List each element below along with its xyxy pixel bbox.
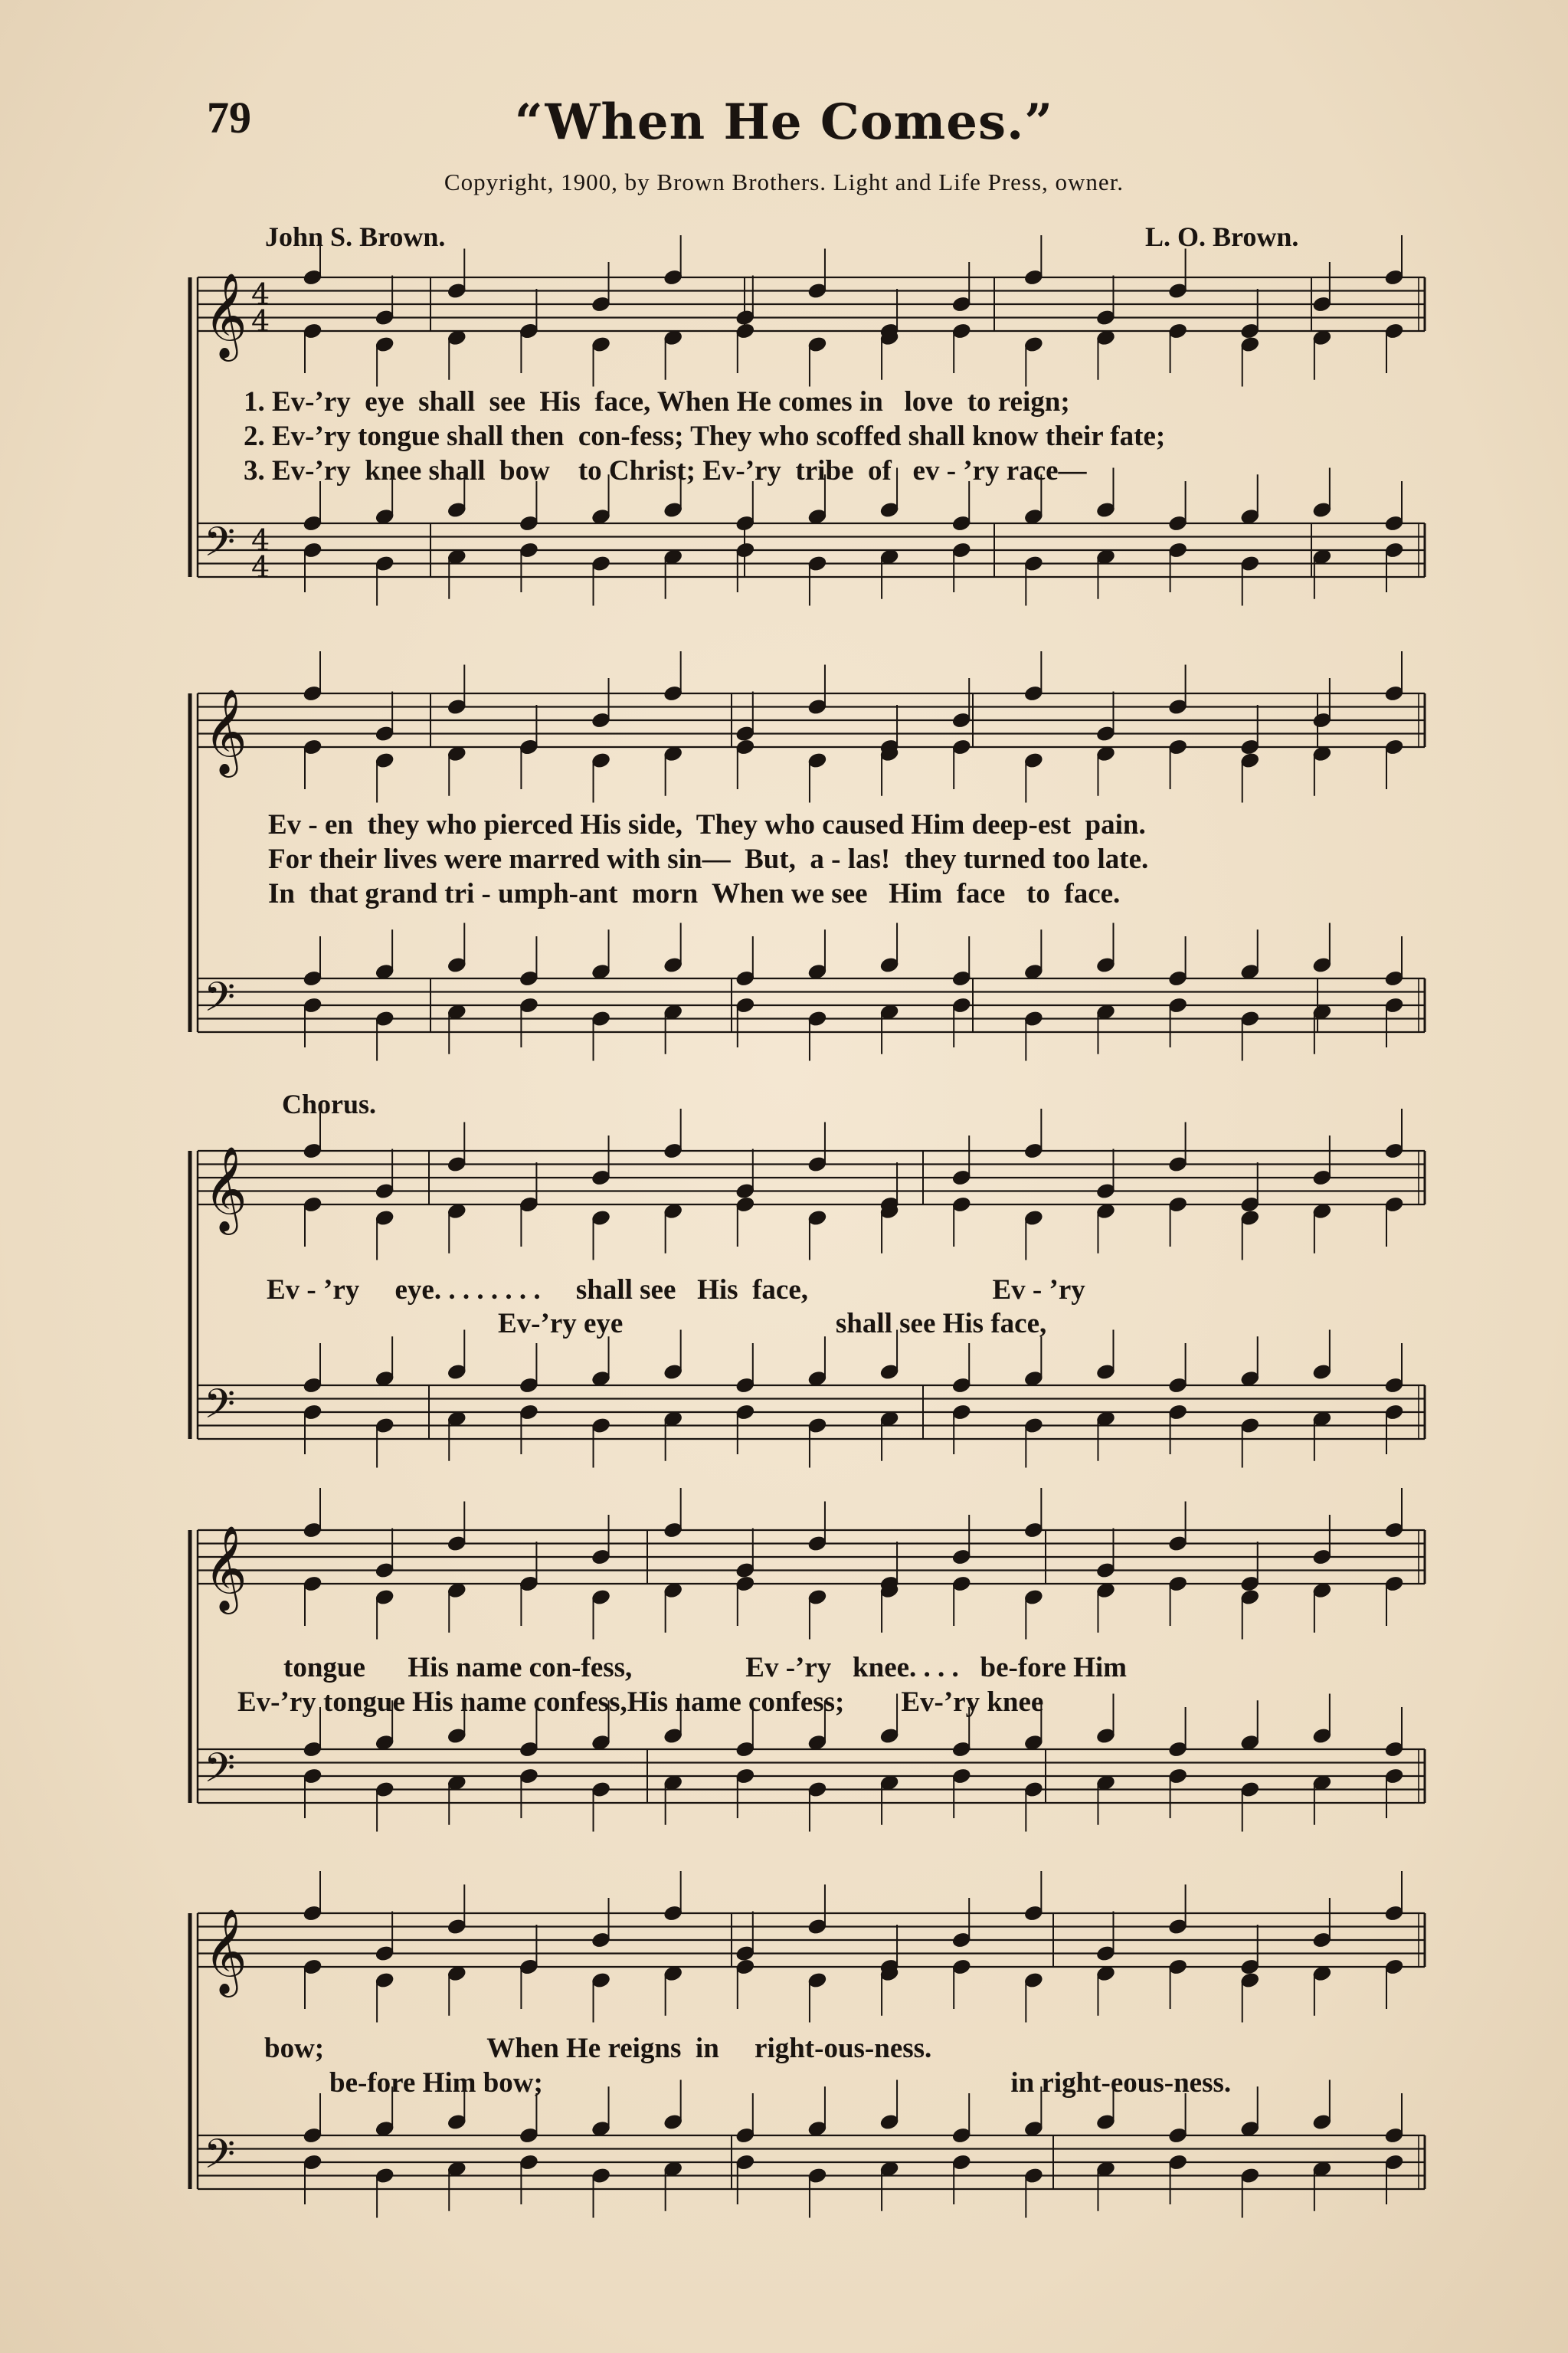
system1-verse3: 3. Ev-’ry knee shall bow to Christ; Ev-’ry tribe of ev - ’ry race— [244, 455, 1087, 487]
system4-upper-lyric: tongue His name con-fess, Ev -’ry knee. . . . be-fore Him [283, 1652, 1127, 1683]
hymn-number: 79 [207, 93, 251, 143]
copyright-line: Copyright, 1900, by Brown Brothers. Light and Life Press, owner. [444, 169, 1124, 195]
treble-clef-icon: 𝄞 [204, 688, 247, 774]
composer-credit: L. O. Brown. [1145, 221, 1299, 252]
system3-upper-lyric: Ev - ’ry eye. . . . . . . . shall see His face, Ev - ’ry [267, 1274, 1085, 1306]
system1-verse2: 2. Ev-’ry tongue shall then con-fess; They who scoffed shall know their fate; [244, 421, 1166, 452]
system4-lower-lyric: Ev-’ry tongue His name confess,His name confess; Ev-’ry knee [237, 1686, 1044, 1718]
bass-clef-icon: 𝄢 [204, 974, 236, 1031]
treble-clef-icon: 𝄞 [204, 1908, 247, 1994]
time-signature: 4 [251, 277, 270, 311]
treble-clef-icon: 𝄞 [204, 272, 247, 358]
hymn-title: “When He Comes.” [514, 93, 1054, 151]
system3-lower-lyric: Ev-’ry eye shall see His face, [498, 1308, 1047, 1339]
treble-clef-icon: 𝄞 [204, 1525, 247, 1611]
bass-clef-icon: 𝄢 [204, 1745, 236, 1802]
chorus-label: Chorus. [282, 1089, 377, 1119]
lyricist-credit: John S. Brown. [265, 221, 446, 252]
time-signature: 4 [251, 550, 270, 584]
system2-verse2: For their lives were marred with sin— But, a - las! they turned too late. [268, 844, 1149, 875]
system5-lower-lyric: be-fore Him bow; in right-eous-ness. [329, 2067, 1232, 2099]
bass-clef-icon: 𝄢 [204, 519, 236, 576]
system2-verse1: Ev - en they who pierced His side, They who caused Him deep-est pain. [268, 809, 1146, 841]
time-signature: 4 [251, 523, 270, 557]
bass-clef-icon: 𝄢 [204, 2131, 236, 2188]
system2-verse3: In that grand tri - umph-ant morn When we see Him face to face. [268, 878, 1121, 909]
system5-upper-lyric: bow; When He reigns in right-ous-ness. [264, 2033, 932, 2064]
system1-verse1: 1. Ev-’ry eye shall see His face, When He comes in love to reign; [244, 386, 1070, 418]
bass-clef-icon: 𝄢 [204, 1381, 236, 1438]
time-signature: 4 [251, 304, 270, 338]
treble-clef-icon: 𝄞 [204, 1145, 247, 1231]
